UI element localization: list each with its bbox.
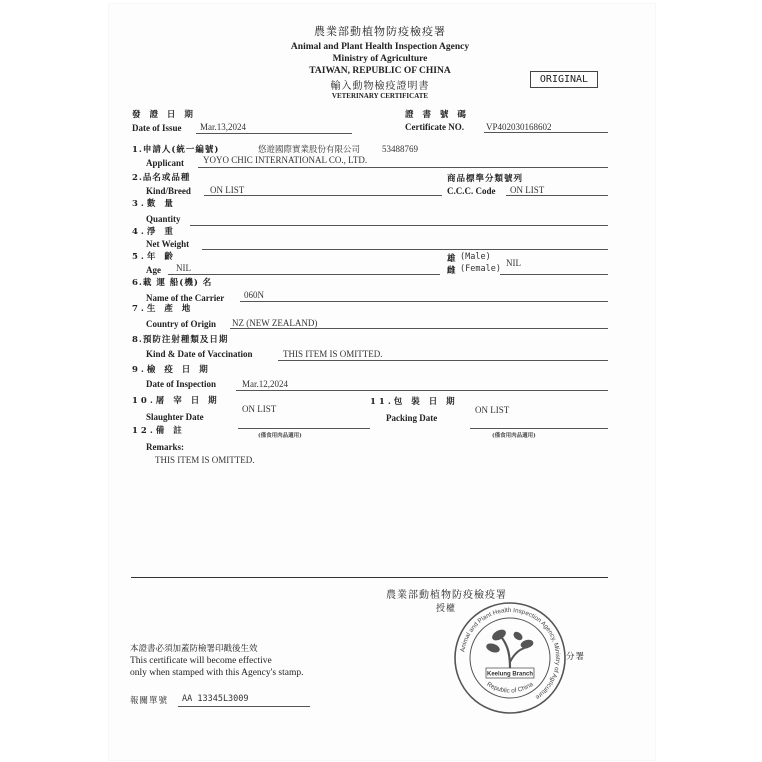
quantity-label: Quantity <box>146 214 181 224</box>
quantity-label-cn: 3.數 量 <box>132 199 176 209</box>
vaccination-value: THIS ITEM IS OMITTED. <box>283 349 383 359</box>
packing-label-cn: 11.包 裝 日 期 <box>370 397 458 407</box>
header-cert-title-cn: 輸入動物檢疫證明書 <box>330 81 430 92</box>
applicant-label-cn: 1.申請人(統一編號) <box>132 145 220 155</box>
ccc-value: ON LIST <box>510 185 545 195</box>
applicant-line <box>198 167 608 168</box>
remarks-value: THIS ITEM IS OMITTED. <box>155 455 255 465</box>
kind-line <box>204 195 442 196</box>
original-stamp: ORIGINAL <box>530 71 598 88</box>
carrier-line <box>240 301 608 302</box>
origin-label-cn: 7.生 產 地 <box>132 304 194 314</box>
packing-note: (僅食用肉品適用) <box>492 433 536 439</box>
applicant-label: Applicant <box>146 158 185 168</box>
vaccination-label: Kind & Date of Vaccination <box>146 349 253 359</box>
ccc-label: C.C.C. Code <box>447 186 496 196</box>
packing-value: ON LIST <box>475 405 510 415</box>
inspection-label: Date of Inspection <box>146 379 216 389</box>
vaccination-line <box>278 360 608 361</box>
ccc-label-cn: 商品標準分類號列 <box>447 174 524 184</box>
male-label-cn: 雄 <box>447 254 456 264</box>
remarks-label: Remarks: <box>146 442 184 452</box>
kind-label: Kind/Breed <box>146 186 191 196</box>
date-of-issue-label-cn: 發 證 日 期 <box>132 110 196 120</box>
footer-branch-cn: 分署 <box>566 652 586 662</box>
date-of-issue-value: Mar.13,2024 <box>200 122 246 132</box>
customs-label-cn: 報關單號 <box>130 696 169 706</box>
packing-line <box>470 428 608 429</box>
notice-en-1: This certificate will become effective <box>130 656 272 666</box>
seal-ring-text: Animal and Plant Health Inspection Agency, Ministry of Agriculture <box>459 606 562 701</box>
cert-no-label: Certificate NO. <box>405 122 464 132</box>
origin-value: NZ (NEW ZEALAND) <box>232 318 318 328</box>
header-cert-title-en: VETERINARY CERTIFICATE <box>331 92 429 100</box>
age-value: NIL <box>176 263 191 273</box>
age-label-cn: 5.年 齡 <box>132 252 176 262</box>
customs-line <box>178 706 310 707</box>
packing-label: Packing Date <box>386 413 438 423</box>
sex-line <box>500 274 608 275</box>
female-label-cn: 雌 <box>447 266 456 276</box>
seal-ring-text-bottom: Republic of China <box>485 680 535 695</box>
applicant-name-cn: 悠遊國際實業股份有限公司 <box>258 145 361 155</box>
customs-value: AA 13345L3009 <box>182 694 249 704</box>
footer-agency-cn: 農業部動植物防疫檢疫署 <box>386 590 507 601</box>
cert-no-line <box>484 132 608 133</box>
slaughter-note: (僅食用肉品適用) <box>258 433 302 439</box>
notice-en-2: only when stamped with this Agency's stamp. <box>130 668 304 678</box>
applicant-name-en: YOYO CHIC INTERNATIONAL CO., LTD. <box>203 155 368 165</box>
net-weight-label-cn: 4.淨 重 <box>132 227 176 237</box>
carrier-label-cn: 6.載 運 船(機) 名 <box>132 278 213 288</box>
sex-value: NIL <box>506 258 521 268</box>
slaughter-value: ON LIST <box>242 404 277 414</box>
date-of-issue-label: Date of Issue <box>132 123 182 133</box>
seal-branch-text: Keelung Branch <box>486 671 534 678</box>
age-line <box>168 274 440 275</box>
inspection-value: Mar.12,2024 <box>242 379 288 389</box>
quantity-line <box>190 225 608 226</box>
carrier-value: 060N <box>244 290 264 300</box>
slaughter-line <box>238 428 370 429</box>
net-weight-label: Net Weight <box>146 239 190 249</box>
origin-label: Country of Origin <box>146 319 217 329</box>
header-title-cn: 農業部動植物防疫檢疫署 <box>314 25 446 38</box>
seal-plant-icon <box>486 628 534 668</box>
date-of-issue-line <box>196 133 352 134</box>
inspection-label-cn: 9.檢 疫 日 期 <box>132 365 211 375</box>
inspection-line <box>236 390 608 391</box>
agency-seal <box>452 600 568 716</box>
slaughter-label: Slaughter Date <box>146 412 204 422</box>
ccc-line <box>506 195 608 196</box>
kind-label-cn: 2.品名或品種 <box>132 173 191 183</box>
header-ministry-en: Ministry of Agriculture <box>332 54 428 64</box>
net-weight-line <box>202 249 608 250</box>
footer-divider <box>131 577 608 578</box>
male-label: (Male) <box>460 252 491 262</box>
notice-cn: 本證書必須加蓋防檢署印戳後生效 <box>130 644 258 654</box>
age-label: Age <box>146 265 161 275</box>
applicant-id: 53488769 <box>382 144 418 154</box>
cert-no-label-cn: 證 書 號 碼 <box>405 110 469 120</box>
remarks-label-cn: 12.備 註 <box>132 426 185 436</box>
carrier-label: Name of the Carrier <box>146 293 225 303</box>
origin-line <box>230 328 608 329</box>
kind-value: ON LIST <box>210 185 245 195</box>
footer-authorized-cn: 授權 <box>436 604 457 614</box>
slaughter-label-cn: 10.屠 宰 日 期 <box>132 396 220 406</box>
vaccination-label-cn: 8.預防注射種類及日期 <box>132 335 229 345</box>
header-country-en: TAIWAN, REPUBLIC OF CHINA <box>309 66 451 76</box>
header-agency-en: Animal and Plant Health Inspection Agency <box>290 42 470 52</box>
cert-no-value: VP402030168602 <box>486 122 552 132</box>
female-label: (Female) <box>460 264 501 274</box>
